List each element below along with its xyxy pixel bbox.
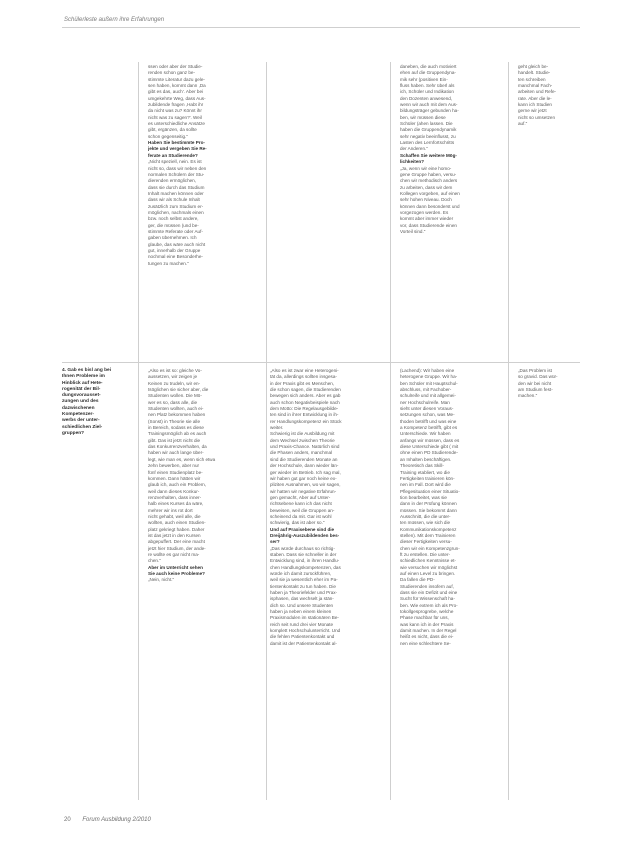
row1-col-b <box>148 64 262 360</box>
text-line: Sie auch keine Probleme? <box>148 571 205 576</box>
text-line: manchmal Fach- <box>518 83 553 89</box>
text-line: mehrer wir ins rot dort <box>148 507 193 513</box>
text-line: ger wieder im Betrieb. Ich sag mal, <box>270 469 341 475</box>
text-line: nicht was zu sagen?'. Weil <box>148 114 202 120</box>
question-line: Ihnen Probleme im <box>62 374 105 380</box>
text-line: den Dozenten anwesend, <box>400 95 453 101</box>
text-line: diese Unterschiede gibt ( mit <box>400 444 459 450</box>
column-divider <box>390 62 391 800</box>
text-line: renzverhalten, dass inner- <box>148 494 202 500</box>
text-line: ten müssen, wie sich die <box>400 520 451 526</box>
text-line: ger, die müssen (und be- <box>148 222 199 228</box>
text-line: haben ja Theoriefelder und Prax- <box>270 590 338 596</box>
text-line: gerne wir jetzt <box>518 108 547 114</box>
text-line: ner Hochschulreife. Man <box>400 399 450 405</box>
text-line: reich seit rund drei vier Monate <box>270 621 334 627</box>
text-line: Entwicklung sind, in ihren Handlu- <box>270 558 340 564</box>
text-line: Pflegesituation einer Situatio- <box>400 488 460 494</box>
text-line: nen Platz bekommen haben <box>148 412 206 418</box>
text-line: nen eine schlechtere Se- <box>400 640 451 646</box>
text-line: haben die Gruppendynamik <box>400 127 457 133</box>
row2-col-d <box>400 368 504 800</box>
text-line: chen Handlungskompetenzen, das <box>270 564 341 570</box>
question-line: schiedlichen Ziel- <box>62 424 103 430</box>
text-line: ser? <box>270 539 280 545</box>
text-line: dierenden ermöglichen, <box>148 178 197 184</box>
text-line: ft zu erstellen. Die unter- <box>400 551 451 557</box>
text-line: „Also es ist so: gleiche Vo- <box>148 368 202 373</box>
text-line: nochmal eine Besonderhe- <box>148 254 203 260</box>
text-line: auch schon Negativbeispiele nach <box>270 399 340 405</box>
text-line: wenn wir auch mit dem Aus- <box>400 102 458 108</box>
text-line: gibt. Das ist jetzt nicht die <box>148 437 201 443</box>
text-line: Dreijährig-Auszubildenden bes- <box>270 532 340 538</box>
text-line: Fertigkeiten trainieren kön- <box>400 475 455 481</box>
text-line: zubildende fragen ,Habt ihr <box>148 102 204 108</box>
text-line: ben, wir müssen diese <box>400 114 446 120</box>
text-line: stimmte Literatur dazu gele- <box>148 76 205 82</box>
text-line: vor, dass Studierende einen <box>400 222 457 228</box>
text-line: schulreife und mit allgemei- <box>400 393 456 399</box>
text-line: wer es so, dass alle, die <box>148 399 198 405</box>
question-line: werbs der unter- <box>62 418 100 424</box>
question-line: zungen und des <box>62 399 99 405</box>
text-line: da nicht was zu? Könnt ihr <box>148 108 202 114</box>
text-line: nen im Fall. Dort wird die <box>400 482 451 488</box>
text-line: bzw. noch selbst andere, <box>148 216 199 222</box>
question-4 <box>62 368 130 437</box>
question-line: rogenität der Bil- <box>62 386 101 392</box>
text-line: scheinend da mit. Gar ist wohl <box>270 513 332 519</box>
text-line: zusätzlich zum Studium er- <box>148 203 204 209</box>
text-line: mik sehr (positiven Ein- <box>400 76 448 82</box>
text-line: heterogene Gruppe. Wir ha- <box>400 374 458 380</box>
journal-name: Forum Ausbildung 2/2010 <box>82 817 151 823</box>
text-line: dem Motto: Die Regelausgebilde- <box>270 406 339 412</box>
text-line: vorgezogen werden. Es <box>400 209 449 215</box>
text-line: ich, Schüler und Indikation <box>400 89 454 95</box>
text-line: rer Handlungskompetenz ein Stück <box>270 418 342 424</box>
text-line: komplett Hochschulunterricht. Und <box>270 628 341 634</box>
text-line: tion bearbeitet, was sie <box>400 494 447 500</box>
text-line: wir hatten wir negative Erfahrun- <box>270 488 337 494</box>
text-line: „Nicht speziell, nein. Es ist <box>148 159 202 165</box>
text-line: gut, innerhalb der Gruppe <box>148 247 201 253</box>
text-line: Trainingsmöglich ab es auch <box>148 431 207 437</box>
text-line: a Kompetenz betrifft, gibt es <box>400 425 458 431</box>
text-line: dieser Fertigkeiten versu- <box>400 539 452 545</box>
text-line: ssen oder aber der Studie- <box>148 64 203 69</box>
text-line: die fehlen Patientenkontakt und <box>270 634 335 640</box>
text-line: Haben Sie bestimmte Pro- <box>148 140 205 146</box>
text-line: ist das jetzt in den Kursen <box>148 532 201 538</box>
text-line: sehr hohen Niveau. Doch <box>400 197 452 203</box>
text-line: Ausschnitt, die die unter- <box>400 513 451 519</box>
text-line: auf." <box>518 121 528 127</box>
text-line: gibt, ergänzen, da sollte <box>148 127 197 133</box>
text-line: machen." <box>518 393 538 399</box>
text-line: Sucht für Wissenschaft ha- <box>400 596 455 602</box>
text-line: Keinen zu trudeln, wir en- <box>148 380 201 386</box>
text-line: gibt es das, auch'. Aber bei <box>148 89 204 95</box>
text-line: thoden betrifft und was eine <box>400 418 457 424</box>
text-line: beweisen, weil die Gruppen an- <box>270 507 335 513</box>
text-line: sieht unter diesen Voraus- <box>400 406 454 412</box>
text-line: chen wir ein Kompetenzgrun- <box>400 545 460 551</box>
question-line: dungsvorausset- <box>62 393 101 399</box>
text-line: glaub ich, auch ein Problem, <box>148 482 206 488</box>
text-line: damit ist der Patientenkontakt al- <box>270 640 337 646</box>
text-line: dem Wechsel zwischen Theorie <box>270 437 335 443</box>
text-line: stellen). Mit dem Trainieren <box>400 532 456 538</box>
text-line: dich so. Und unsere Studenten <box>270 602 334 608</box>
row-divider <box>62 362 580 363</box>
text-line: Phase machbar für uns, <box>400 615 449 621</box>
text-line: Studenten wollen. Die Mö- <box>148 393 202 399</box>
text-line: haben wir auch lange über- <box>148 450 204 456</box>
text-line: Vorteil sind." <box>400 228 426 234</box>
text-line: gene Gruppe haben, versu- <box>400 171 457 177</box>
text-line: bildungsträger gebunden ha- <box>400 108 459 114</box>
text-line: würde ich damit zurückführen, <box>270 571 332 576</box>
text-line: daneben, die auch motiviert <box>400 64 457 69</box>
text-line: wir haben gut gar noch keine ex- <box>270 475 337 481</box>
text-line: damit machen. In der Regel <box>400 628 457 634</box>
question-line: gruppen? <box>62 430 85 436</box>
row2-col-c <box>270 368 386 800</box>
text-line: die schon sagen, die Studierenden <box>270 387 341 393</box>
page-number: 20 <box>64 817 71 823</box>
text-line: am Studium fest- <box>518 387 553 393</box>
text-line: den wir bei nicht <box>518 380 552 386</box>
text-line: ferate an Studierende? <box>148 152 198 158</box>
text-line: gen gemacht, Aber auf Unter- <box>270 494 331 500</box>
text-line: dann in der Prüfung können <box>400 501 457 507</box>
text-line: und Praxis-Chance. Natürlich sind <box>270 444 340 450</box>
text-line: bewegen sich anders. Aber es gab <box>270 393 341 399</box>
row1-col-d <box>400 64 504 360</box>
column-divider <box>266 62 267 800</box>
column-divider <box>508 62 509 800</box>
text-line: dass sie durch das Studium <box>148 184 205 190</box>
text-line: staben. Dass sie schneller in der <box>270 551 337 557</box>
text-line: Unterschiede. Wir haben <box>400 431 451 437</box>
row1-col-e <box>518 64 580 360</box>
text-line: Lasten des Lernfortschritts <box>400 140 455 146</box>
running-head: Schülerleste außern ihre Erfahrungen <box>64 17 165 23</box>
text-line: ten schreiben <box>518 76 546 82</box>
text-line: in Bereich, sodass es diese <box>148 425 204 431</box>
text-line: abgepuffert. Der eine macht <box>148 539 205 545</box>
text-line: tokollgesprogrebe, welche <box>400 609 454 615</box>
text-line: jetzt hier Studium, der ande- <box>148 545 206 551</box>
text-line: möglichen, nachmals einen <box>148 209 204 215</box>
text-line: kommt aber immer wieder <box>400 216 454 222</box>
text-line: „Also es ist zwar eine Heterogeni- <box>270 368 339 373</box>
row2-col-b <box>148 368 262 800</box>
text-line: ohne einen PD Studierende- <box>400 450 458 456</box>
text-line: können dann besonderst und <box>400 203 460 209</box>
text-line: platz gekriegt haben. Daher <box>148 526 205 532</box>
question-line: 4. Gab es bisl ang bei <box>62 368 112 373</box>
text-line: Training etabliert, wo die <box>400 469 450 475</box>
text-line: re wollte es gar nicht ma- <box>148 551 200 557</box>
text-line: kann ich Studien <box>518 102 552 108</box>
text-line: schwierig, das ist aber so." <box>270 520 325 526</box>
text-line: Studenten wollten, auch ei- <box>148 406 204 412</box>
text-line: arbeiten und Refe- <box>518 89 557 95</box>
text-line: isphasen, das wechselt ja stän- <box>270 596 334 602</box>
text-line: zu arbeiten, dass wir dem <box>400 184 453 190</box>
text-line: nicht so umsetzen <box>518 114 556 120</box>
text-line: nicht so, dass wir neben den <box>148 165 207 171</box>
text-line: wie versuchen wir möglichst <box>400 564 458 570</box>
text-line: an Inhalten beschäftigen. <box>400 456 452 462</box>
text-line: Aber im Unterricht sehen <box>148 564 203 570</box>
text-line: heißt es nicht, dass die ei- <box>400 634 454 640</box>
text-line: kommen. Dann hätten wir <box>148 475 201 481</box>
text-line: Kommunikationskompetenz <box>400 526 457 532</box>
text-line: Schwierig ist die Ausbildung mit <box>270 431 335 437</box>
text-line: fünf einen Studienplatz be- <box>148 469 203 475</box>
text-line: anfangs wir müssen, dass es <box>400 437 460 443</box>
text-line: ben Schüler mit Hauptschul- <box>400 380 458 386</box>
text-line: auf einen Level zu bringen. <box>400 571 456 576</box>
text-line: Und auf Praxisebene sind die <box>270 526 335 532</box>
text-line: rate. Aber die le- <box>518 95 552 101</box>
text-line: ben. Wie extrem ich als Pro- <box>400 602 458 608</box>
text-line: Schaffen Sie weitere Mög- <box>400 152 457 158</box>
text-line: dass sie ein Defizit und eine <box>400 590 458 596</box>
text-line: chen." <box>148 558 161 564</box>
text-line: sen haben, kommt dann ,Da <box>148 83 206 89</box>
text-line: geht gleich be- <box>518 64 549 69</box>
text-line: richtsebene kann ich das nicht <box>270 501 332 507</box>
text-line: umgekehrte Weg, dass Aus- <box>148 95 206 101</box>
text-line: schon gegenseitig." <box>148 133 188 139</box>
text-line: ten sind in ihrer Entwicklung in ih- <box>270 412 339 418</box>
text-line: Studierenden insofern auf, <box>400 583 454 589</box>
text-line: die Phasen anders, manchmal <box>270 450 333 456</box>
question-line: Hinblick auf Hete- <box>62 380 103 386</box>
text-line: weil sie ja wesentlich eher im Pa- <box>270 577 338 583</box>
text-line: tsöglichen sie sicher aber, die <box>148 387 209 393</box>
text-line: sehr negativ beeinflusst, zu <box>400 133 456 139</box>
interview-table <box>62 62 580 800</box>
text-line: wollten, auch einen Studien- <box>148 520 206 526</box>
text-line: fluss haben. Sehr überl als <box>400 83 455 89</box>
text-line: renden schon ganz be- <box>148 70 195 76</box>
text-line: dass wir als Schule Inhalt <box>148 197 200 203</box>
text-line: müssen. Sie bekommt dann <box>400 507 457 513</box>
text-line: abschluss, mit Fachober- <box>400 387 452 393</box>
text-line: lichkeiten? <box>400 159 424 165</box>
text-line: zehn bewerben, aber nur <box>148 463 200 469</box>
text-line: ehen auf die Gruppendyna- <box>400 70 456 76</box>
text-line: jekte und vergeben Sie Re- <box>148 146 207 152</box>
text-line: „Das Problem ist <box>518 368 552 373</box>
text-line: weil dann dieses Konkur- <box>148 488 200 494</box>
text-line: (Lachend): Wir haben eine <box>400 368 455 373</box>
text-line: in der Praxis gibt es Menschen, <box>270 380 335 386</box>
text-line: tungen zu machen." <box>148 260 189 266</box>
text-line: „Nein, nicht." <box>148 577 175 583</box>
text-line: chen wir methodisch anders <box>400 178 458 184</box>
text-line: tät da, allerdings sollten insgesa- <box>270 374 337 380</box>
text-line: Praxismodulen im stationären Be- <box>270 615 339 621</box>
text-line: Theoretisch das Skill- <box>400 463 444 469</box>
text-line: schiedlichen Kenntnisse et- <box>400 558 456 564</box>
text-line: legt, wie man es, wenn sich etwa <box>148 456 216 462</box>
text-line: was kann ich in der Praxis <box>400 621 454 627</box>
text-line: weiter. <box>270 425 284 431</box>
text-line: es unterschiedliche Ansätze <box>148 121 205 127</box>
text-line: so gravid. Das wür- <box>518 374 558 380</box>
text-line: haben ja neben einem kleinen <box>270 609 332 615</box>
header-rule <box>62 27 580 28</box>
text-line: nicht gehabt, weil alle, die <box>148 513 201 519</box>
text-line: der Anderen." <box>400 146 428 152</box>
text-line: sind die Studierenden Monate an <box>270 456 338 462</box>
text-line: glaube, das wäre auch nicht <box>148 241 206 247</box>
text-line: stimmte Referate oder Auf- <box>148 228 203 234</box>
text-line: handelt. Studie- <box>518 70 551 76</box>
text-line: tientenkontakt zu tun haben. Die <box>270 583 336 589</box>
text-line: Kollegen vorgeben, auf einen <box>400 190 460 196</box>
text-line: gaben übernehmen. Ich <box>148 235 197 241</box>
row2-col-e <box>518 368 580 800</box>
text-line: aussetzen, wir zeigen je <box>148 374 198 380</box>
page-footer <box>64 817 151 823</box>
text-line: Schüler (ahen lassen. Die <box>400 121 453 127</box>
text-line: „Ja, wenn wir eine homo- <box>400 165 452 171</box>
text-line: das Konkurrenzverhalten, da <box>148 444 207 450</box>
text-line: der Hochschule, dann wieder län- <box>270 463 339 469</box>
text-line: normalen Schülern der Stu- <box>148 171 205 177</box>
text-line: pliziten Ausnahmen, wo wir sagen, <box>270 482 341 488</box>
question-line: dazwischenen <box>62 405 95 411</box>
text-line: „Das würde durchaus so richtig- <box>270 545 335 551</box>
text-line: Da fallen die PD- <box>400 577 435 583</box>
text-line: (Sonst) in Theorie sie alle <box>148 418 201 424</box>
text-line: halb eines Kurses da wäre, <box>148 501 204 507</box>
question-line: Kompetenzer- <box>62 412 94 418</box>
text-line: setzungen schon, was Me- <box>400 412 455 418</box>
column-divider <box>138 62 139 800</box>
text-line: Inhalt machen können oder <box>148 190 204 196</box>
